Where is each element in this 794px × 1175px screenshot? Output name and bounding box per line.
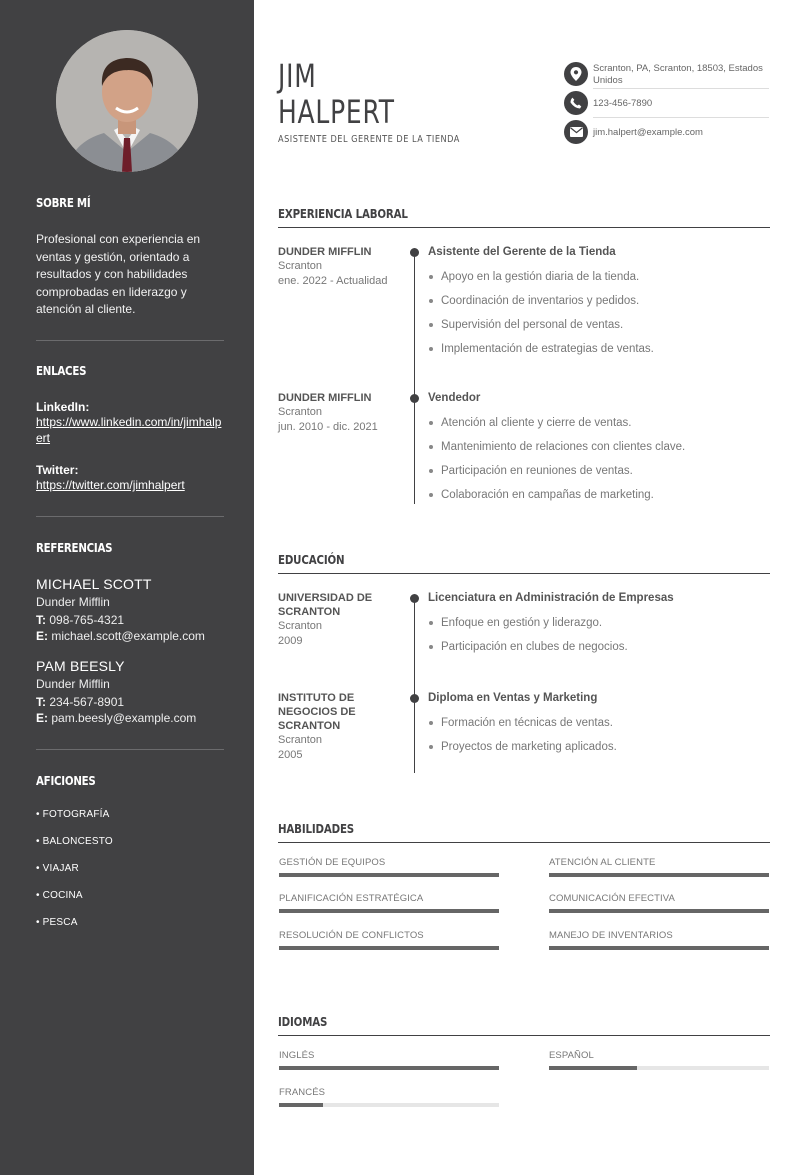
company-name: DUNDER MIFFLIN bbox=[278, 246, 372, 258]
section-divider bbox=[278, 227, 770, 228]
linkedin-link[interactable]: https://www.linkedin.com/in/jimhalpert bbox=[36, 415, 222, 445]
role-title: Asistente del Gerente de la Tienda bbox=[428, 246, 616, 258]
dates: 2005 bbox=[278, 748, 303, 761]
hobbies-title: AFICIONES bbox=[36, 773, 96, 788]
list-item: Implementación de estrategias de ventas. bbox=[428, 337, 770, 361]
skill-bar-fill bbox=[549, 873, 769, 877]
timeline-dot bbox=[410, 248, 419, 257]
reference-item bbox=[36, 576, 224, 643]
about-title: SOBRE MÍ bbox=[36, 195, 91, 210]
last-name: HALPERT bbox=[278, 93, 395, 131]
skill-name: MANEJO DE INVENTARIOS bbox=[549, 930, 673, 941]
list-item: Colaboración en campañas de marketing. bbox=[428, 483, 770, 507]
experience-meta bbox=[278, 245, 398, 288]
skill-bar-fill bbox=[279, 873, 499, 877]
language-item bbox=[279, 1050, 499, 1070]
company-name: DUNDER MIFFLIN bbox=[278, 392, 372, 404]
language-bar-fill bbox=[279, 1103, 323, 1107]
divider bbox=[593, 88, 769, 89]
reference-company: Dunder Mifflin bbox=[36, 677, 110, 691]
email-text[interactable]: jim.halpert@example.com bbox=[593, 127, 703, 138]
divider bbox=[36, 749, 224, 750]
list-item: Participación en clubes de negocios. bbox=[428, 635, 770, 659]
divider bbox=[36, 340, 224, 341]
first-name: JIM bbox=[278, 57, 317, 95]
language-bar-fill bbox=[549, 1066, 637, 1070]
education-title: EDUCACIÓN bbox=[278, 552, 345, 567]
skill-bar-fill bbox=[279, 909, 499, 913]
list-item: Supervisión del personal de ventas. bbox=[428, 313, 770, 337]
skill-item bbox=[279, 857, 499, 877]
link-label: LinkedIn: bbox=[36, 400, 90, 414]
phone-text: 123-456-7890 bbox=[593, 98, 653, 109]
education-detail bbox=[428, 591, 770, 659]
links-title: ENLACES bbox=[36, 363, 87, 378]
timeline-line bbox=[414, 598, 415, 773]
role-title: Vendedor bbox=[428, 392, 481, 404]
hobbies-list bbox=[36, 801, 224, 936]
map-pin-icon bbox=[564, 62, 588, 86]
timeline-dot bbox=[410, 394, 419, 403]
skill-bar-fill bbox=[549, 909, 769, 913]
language-name: INGLÉS bbox=[279, 1050, 315, 1061]
school-name: INSTITUTO DE NEGOCIOS DE SCRANTON bbox=[278, 692, 356, 732]
timeline-dot bbox=[410, 594, 419, 603]
phone-icon bbox=[564, 91, 588, 115]
profile-photo bbox=[56, 30, 198, 172]
job-title: ASISTENTE DEL GERENTE DE LA TIENDA bbox=[278, 134, 460, 145]
twitter-link[interactable]: https://twitter.com/jimhalpert bbox=[36, 478, 185, 492]
dates: ene. 2022 - Actualidad bbox=[278, 274, 388, 287]
divider bbox=[36, 516, 224, 517]
skill-item bbox=[549, 893, 769, 913]
section-divider bbox=[278, 573, 770, 574]
link-linkedin bbox=[36, 400, 224, 446]
language-bar-track bbox=[549, 1066, 769, 1070]
list-item: Formación en técnicas de ventas. bbox=[428, 711, 770, 735]
languages-title: IDIOMAS bbox=[278, 1014, 328, 1029]
skills-title: HABILIDADES bbox=[278, 821, 355, 836]
skill-bar-track bbox=[549, 909, 769, 913]
section-divider bbox=[278, 1035, 770, 1036]
skill-bar-track bbox=[279, 873, 499, 877]
reference-name: PAM BEESLY bbox=[36, 658, 125, 674]
degree-title: Licenciatura en Administración de Empresas bbox=[428, 592, 674, 604]
hobby-item: • BALONCESTO bbox=[36, 836, 113, 847]
dates: 2009 bbox=[278, 634, 303, 647]
skill-bar-track bbox=[279, 946, 499, 950]
email-label: E: bbox=[36, 711, 48, 725]
experience-meta bbox=[278, 391, 398, 434]
section-divider bbox=[278, 842, 770, 843]
location: Scranton bbox=[278, 620, 323, 632]
education-meta bbox=[278, 691, 378, 762]
person-name bbox=[278, 58, 395, 130]
hobby-item: • COCINA bbox=[36, 890, 83, 901]
skill-item bbox=[279, 893, 499, 913]
skill-bar-track bbox=[279, 909, 499, 913]
skill-name: COMUNICACIÓN EFECTIVA bbox=[549, 893, 675, 904]
phone-label: T: bbox=[36, 695, 46, 709]
language-bar-fill bbox=[279, 1066, 499, 1070]
skill-bar-fill bbox=[279, 946, 499, 950]
timeline-line bbox=[414, 252, 415, 504]
email-label: E: bbox=[36, 629, 48, 643]
education-meta bbox=[278, 591, 398, 648]
location: Scranton bbox=[278, 406, 323, 418]
reference-name: MICHAEL SCOTT bbox=[36, 576, 152, 592]
reference-item bbox=[36, 658, 224, 725]
dates: jun. 2010 - dic. 2021 bbox=[278, 420, 378, 433]
list-item: Apoyo en la gestión diaria de la tienda. bbox=[428, 265, 770, 289]
list-item: Participación en reuniones de ventas. bbox=[428, 459, 770, 483]
experience-title: EXPERIENCIA LABORAL bbox=[278, 206, 408, 221]
language-name: FRANCÉS bbox=[279, 1087, 326, 1098]
skill-bar-track bbox=[549, 946, 769, 950]
skill-bar-fill bbox=[549, 946, 769, 950]
list-item: Proyectos de marketing aplicados. bbox=[428, 735, 770, 759]
language-bar-track bbox=[279, 1103, 499, 1107]
skill-item bbox=[549, 857, 769, 877]
skill-item bbox=[549, 930, 769, 950]
list-item: Mantenimiento de relaciones con clientes clave. bbox=[428, 435, 770, 459]
reference-phone: 234-567-8901 bbox=[49, 695, 125, 709]
reference-company: Dunder Mifflin bbox=[36, 595, 110, 609]
reference-email[interactable]: pam.beesly@example.com bbox=[51, 711, 197, 725]
skill-bar-track bbox=[549, 873, 769, 877]
timeline-dot bbox=[410, 694, 419, 703]
reference-email[interactable]: michael.scott@example.com bbox=[51, 629, 205, 643]
experience-detail bbox=[428, 391, 770, 507]
hobby-item: • VIAJAR bbox=[36, 863, 79, 874]
list-item: Atención al cliente y cierre de ventas. bbox=[428, 411, 770, 435]
link-label: Twitter: bbox=[36, 463, 79, 477]
hobby-item: • PESCA bbox=[36, 917, 78, 928]
school-name: UNIVERSIDAD DE SCRANTON bbox=[278, 592, 373, 618]
link-twitter bbox=[36, 463, 224, 493]
hobby-item: • FOTOGRAFÍA bbox=[36, 809, 110, 820]
location: Scranton bbox=[278, 734, 323, 746]
language-item bbox=[279, 1087, 499, 1107]
degree-title: Diploma en Ventas y Marketing bbox=[428, 692, 598, 704]
language-bar-track bbox=[279, 1066, 499, 1070]
language-item bbox=[549, 1050, 769, 1070]
divider bbox=[593, 117, 769, 118]
sidebar bbox=[0, 0, 254, 1175]
skill-name: RESOLUCIÓN DE CONFLICTOS bbox=[279, 930, 424, 941]
references-title: REFERENCIAS bbox=[36, 540, 113, 555]
language-name: ESPAÑOL bbox=[549, 1050, 594, 1061]
skill-name: PLANIFICACIÓN ESTRATÉGICA bbox=[279, 893, 424, 904]
about-text: Profesional con experiencia en ventas y gestión, orientado a resultados y con habilidades comprobadas en liderazgo y atención al cliente. bbox=[36, 232, 201, 317]
skill-name: ATENCIÓN AL CLIENTE bbox=[549, 857, 656, 868]
skill-item bbox=[279, 930, 499, 950]
reference-phone: 098-765-4321 bbox=[49, 613, 125, 627]
phone-label: T: bbox=[36, 613, 46, 627]
address-text: Scranton, PA, Scranton, 18503, Estados Unidos bbox=[593, 63, 763, 86]
experience-detail bbox=[428, 245, 770, 361]
location: Scranton bbox=[278, 260, 323, 272]
envelope-icon bbox=[564, 120, 588, 144]
list-item: Coordinación de inventarios y pedidos. bbox=[428, 289, 770, 313]
education-detail bbox=[428, 691, 770, 759]
skill-name: GESTIÓN DE EQUIPOS bbox=[279, 857, 386, 868]
list-item: Enfoque en gestión y liderazgo. bbox=[428, 611, 770, 635]
